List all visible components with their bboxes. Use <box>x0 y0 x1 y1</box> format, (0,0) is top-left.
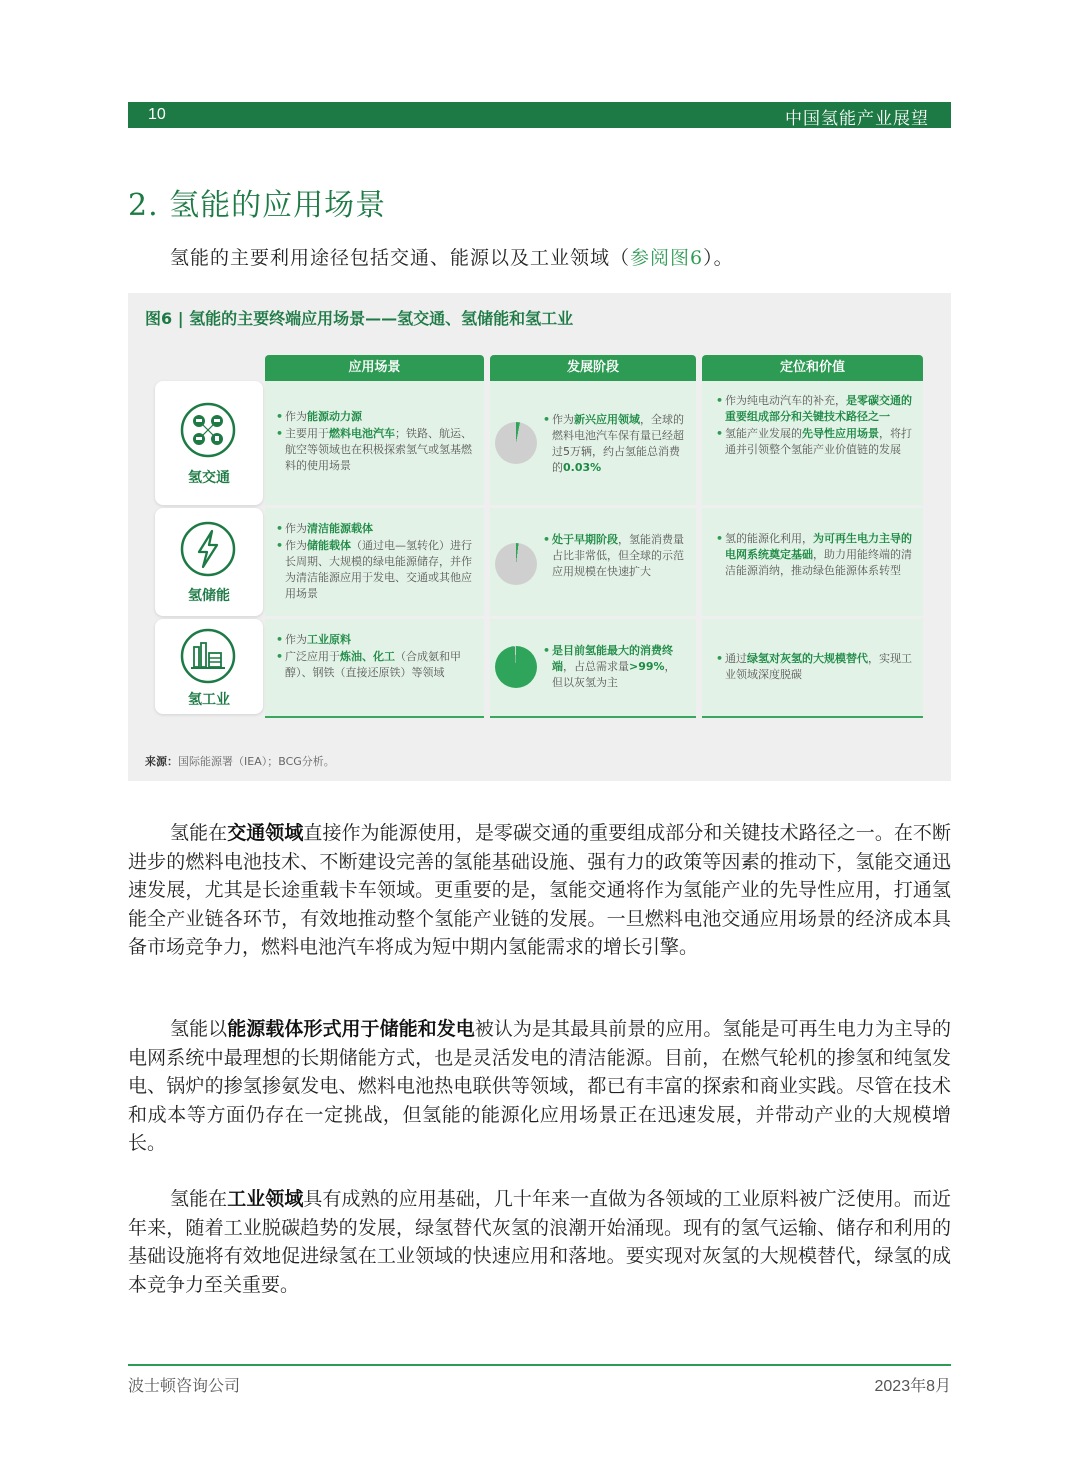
pie-industry <box>495 646 537 688</box>
pie-storage <box>495 543 537 585</box>
figure-source: 来源：国际能源署（IEA）；BCG分析。 <box>145 755 335 768</box>
vehicles-icon <box>179 401 237 459</box>
cell-transport-scenario <box>276 409 476 475</box>
intro-paragraph <box>170 243 734 270</box>
row-label-text: 氢储能 <box>188 588 230 604</box>
figure-6 <box>128 293 951 781</box>
cell-transport-stage <box>543 412 685 477</box>
cell-industry-stage <box>543 643 685 692</box>
bullet: • 作为储能载体（通过电—氢转化）进行长周期、大规模的绿电能源储存，并作为清洁能源应用于发电、交通或其他应用场景 <box>276 538 476 602</box>
column-header-stage: 发展阶段 <box>490 355 696 381</box>
row-label-storage <box>155 508 263 616</box>
cell-transport-value <box>716 393 912 459</box>
row-label-text: 氢交通 <box>188 470 230 486</box>
paragraph-storage: 氢能以能源载体形式用于储能和发电被认为是其最具前景的应用。氢能是可再生电力为主导的电网系统中最理想的长期储能方式，也是灵活发电的清洁能源。目前，在燃气轮机的掺氢和纯氢发电、锅炉的掺氢掺氨发电、燃料电池热电联供等领域，都已有丰富的探索和商业实践。尽管在技术和成本等方面仍存在一定挑战，但氢能的能源化应用场景正在迅速发展，并带动产业的大规模增长。 <box>128 1018 951 1154</box>
factory-icon <box>179 627 237 685</box>
paragraph-transport: 氢能在交通领域直接作为能源使用，是零碳交通的重要组成部分和关键技术路径之一。在不断进步的燃料电池技术、不断建设完善的氢能基础设施、强有力的政策等因素的推动下，氢能交通迅速发展，尤其是长途重载卡车领域。更重要的是，氢能交通将作为氢能产业的先导性应用，打通氢能全产业链各环节，有效地推动整个氢能产业链的发展。一旦燃料电池交通应用场景的经济成本具备市场竞争力，燃料电池汽车将成为短中期内氢能需求的增长引擎。 <box>128 822 951 958</box>
bullet: • 主要用于燃料电池汽车；铁路、航运、航空等领域也在积极探索氢气或氢基燃料的使用场景 <box>276 426 476 474</box>
bullet: • 作为清洁能源载体 <box>276 521 476 537</box>
cell-industry-value <box>716 651 912 684</box>
row-label-transport <box>155 381 263 505</box>
section-title: 2. 氢能的应用场景 <box>128 188 387 223</box>
cell-storage-value <box>716 531 912 580</box>
page-number: 10 <box>148 106 166 123</box>
bullet: • 作为能源动力源 <box>276 409 476 425</box>
figure-reference-link[interactable]: 参阅图6 <box>630 247 704 269</box>
paragraph-industry: 氢能在工业领域具有成熟的应用基础，几十年来一直做为各领域的工业原料被广泛使用。而近年来，随着工业脱碳趋势的发展，绿氢替代灰氢的浪潮开始涌现。现有的氢气运输、储存和利用的基础设施将有效地促进绿氢在工业领域的快速应用和落地。要实现对灰氢的大规模替代，绿氢的成本竞争力至关重要。 <box>128 1188 951 1296</box>
cell-storage-scenario <box>276 521 476 603</box>
intro-close: ）。 <box>703 247 734 269</box>
page-header <box>128 102 951 128</box>
bullet: • 作为纯电动汽车的补充，是零碳交通的重要组成部分和关键技术路径之一 <box>716 393 912 425</box>
report-title: 中国氢能产业展望 <box>785 109 929 129</box>
bullet: • 作为新兴应用领域，全球的燃料电池汽车保有量已经超过5万辆，约占氢能总消费的0.03% <box>543 412 685 476</box>
column-header-value: 定位和价值 <box>702 355 923 381</box>
row-divider <box>265 505 923 508</box>
bullet: • 氢的能源化利用，为可再生电力主导的电网系统奠定基础，助力用能终端的清洁能源消纳，推动绿色能源体系转型 <box>716 531 912 579</box>
row-divider <box>265 616 923 619</box>
bullet: • 是目前氢能最大的消费终端，占总需求量>99%，但以灰氢为主 <box>543 643 685 691</box>
lightning-bolt-icon <box>179 520 237 578</box>
pie-transport <box>495 422 537 464</box>
footer-date: 2023年8月 <box>874 1378 951 1395</box>
cell-industry-scenario <box>276 632 476 682</box>
bullet: • 处于早期阶段，氢能消费量占比非常低，但全球的示范应用规模在快速扩大 <box>543 532 685 580</box>
row-label-text: 氢工业 <box>188 692 230 708</box>
bullet: • 广泛应用于炼油、化工（合成氨和甲醇）、钢铁（直接还原铁）等领域 <box>276 649 476 681</box>
footer-divider <box>128 1364 951 1366</box>
cell-storage-stage <box>543 532 685 581</box>
intro-text: 氢能的主要利用途径包括交通、能源以及工业领域（ <box>170 247 631 269</box>
column-header-scenario: 应用场景 <box>265 355 484 381</box>
bullet: • 通过绿氢对灰氢的大规模替代，实现工业领域深度脱碳 <box>716 651 912 683</box>
bullet: • 作为工业原料 <box>276 632 476 648</box>
footer-company: 波士顿咨询公司 <box>128 1376 241 1395</box>
row-label-industry <box>155 619 263 714</box>
bullet: • 氢能产业发展的先导性应用场景，将打通并引领整个氢能产业价值链的发展 <box>716 426 912 458</box>
figure-title: 图6 | 氢能的主要终端应用场景——氢交通、氢储能和氢工业 <box>145 309 574 328</box>
